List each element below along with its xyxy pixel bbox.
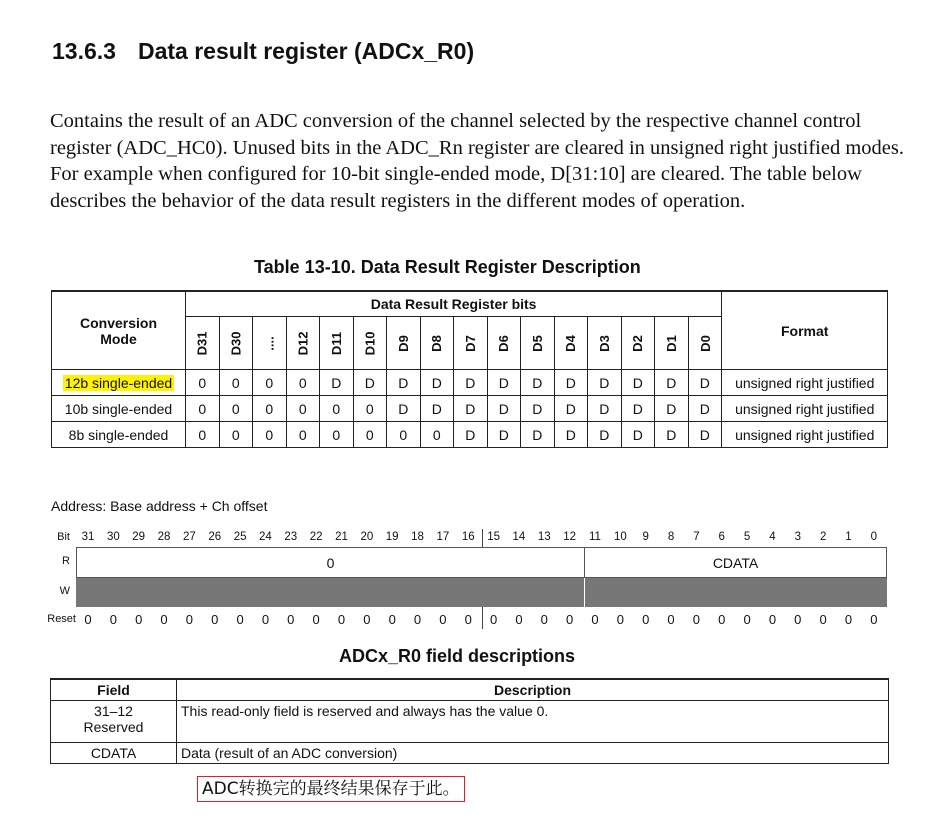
reserved-write-field bbox=[76, 578, 584, 607]
header-field: Field bbox=[51, 679, 177, 701]
header-format: Format bbox=[722, 291, 888, 370]
bit-value-cell: D bbox=[521, 370, 555, 396]
section-number: 13.6.3 bbox=[52, 38, 116, 64]
bit-number: 19 bbox=[385, 531, 399, 543]
register-diagram bbox=[0, 527, 934, 632]
reset-value: 0 bbox=[109, 612, 117, 627]
section-title: Data result register (ADCx_R0) bbox=[137, 38, 475, 64]
bit-number: 22 bbox=[309, 531, 323, 543]
reset-value: 0 bbox=[591, 612, 599, 627]
bit-number: 28 bbox=[157, 531, 171, 543]
bit-value-cell: D bbox=[387, 370, 421, 396]
table2-caption: ADCx_R0 field descriptions bbox=[339, 646, 576, 666]
bit-header: D4 bbox=[554, 317, 588, 370]
bit-number: 11 bbox=[589, 531, 601, 543]
bit-number: 5 bbox=[743, 531, 751, 543]
bit-value-cell: 0 bbox=[219, 370, 253, 396]
bit-number: 8 bbox=[667, 531, 675, 543]
bit-value-cell: D bbox=[588, 422, 622, 448]
read-row-label: R bbox=[62, 555, 70, 567]
header-description: Description bbox=[177, 679, 889, 701]
reset-value: 0 bbox=[667, 612, 675, 627]
bit-number: 18 bbox=[411, 531, 424, 543]
bit-value-cell: D bbox=[353, 370, 387, 396]
bit-number: 0 bbox=[870, 531, 878, 543]
cdata-read-field: CDATA bbox=[584, 547, 887, 578]
field-description: Data (result of an ADC conversion) bbox=[177, 743, 889, 764]
bit-value-cell: D bbox=[387, 396, 421, 422]
bit-value-cell: 0 bbox=[353, 422, 387, 448]
bit-value-cell: 0 bbox=[253, 370, 287, 396]
bit-value-cell: 0 bbox=[219, 422, 253, 448]
reset-value: 0 bbox=[236, 612, 244, 627]
header-conversion-mode: Conversion Mode bbox=[52, 291, 186, 370]
format-cell: unsigned right justified bbox=[722, 422, 888, 448]
annotation-note: ADC转换完的最终结果保存于此。 bbox=[197, 776, 465, 802]
reset-value: 0 bbox=[489, 612, 498, 627]
write-row-label: W bbox=[59, 585, 70, 597]
field-name: 31–12 Reserved bbox=[51, 701, 177, 743]
bit-value-cell: 0 bbox=[320, 396, 354, 422]
conversion-mode-cell: 10b single-ended bbox=[52, 396, 186, 422]
bit-value-cell: D bbox=[554, 422, 588, 448]
reset-value: 0 bbox=[540, 612, 548, 627]
bit-number: 14 bbox=[512, 531, 526, 543]
bit-value-cell: 0 bbox=[286, 396, 320, 422]
bit-header: D31 bbox=[186, 317, 220, 370]
reset-row-label: Reset bbox=[47, 613, 76, 625]
bit-header: D6 bbox=[487, 317, 521, 370]
reset-value: 0 bbox=[718, 612, 726, 627]
bit-header: D3 bbox=[588, 317, 622, 370]
reset-value: 0 bbox=[743, 612, 751, 627]
reset-value: 0 bbox=[870, 612, 878, 627]
bit-value-cell: D bbox=[454, 422, 488, 448]
mode-row bbox=[52, 422, 888, 448]
reserved-read-field: 0 bbox=[76, 547, 585, 578]
reset-value: 0 bbox=[768, 612, 777, 627]
bit-number: 27 bbox=[182, 531, 196, 543]
reset-value: 0 bbox=[261, 612, 270, 627]
reset-value: 0 bbox=[566, 612, 574, 627]
bit-value-cell: 0 bbox=[186, 422, 220, 448]
bit-number: 7 bbox=[693, 531, 700, 543]
bit-value-cell: D bbox=[420, 396, 454, 422]
reset-value: 0 bbox=[287, 612, 295, 627]
reset-value: 0 bbox=[211, 612, 219, 627]
bit-value-cell: 0 bbox=[320, 422, 354, 448]
bit-header: D0 bbox=[688, 317, 722, 370]
conversion-mode-cell: 8b single-ended bbox=[52, 422, 186, 448]
bit-value-cell: D bbox=[655, 396, 689, 422]
bit-value-cell: D bbox=[688, 396, 722, 422]
bit-value-cell: D bbox=[655, 370, 689, 396]
bit-header: D12 bbox=[286, 317, 320, 370]
reset-value: 0 bbox=[616, 612, 624, 627]
bit-number: 6 bbox=[718, 531, 725, 543]
field-description: This read-only field is reserved and always has the value 0. bbox=[177, 701, 889, 743]
bit-value-cell: D bbox=[487, 370, 521, 396]
mode-row bbox=[52, 370, 888, 396]
bit-number: 13 bbox=[537, 531, 551, 543]
bit-value-cell: 0 bbox=[353, 396, 387, 422]
field-descriptions-table bbox=[50, 678, 889, 764]
bit-value-cell: 0 bbox=[420, 422, 454, 448]
reset-value: 0 bbox=[439, 612, 447, 627]
bit-header: D10 bbox=[353, 317, 387, 370]
reset-value: 0 bbox=[388, 612, 396, 627]
reset-value: 0 bbox=[794, 612, 802, 627]
bit-number: 3 bbox=[794, 531, 801, 543]
bit-value-cell: 0 bbox=[387, 422, 421, 448]
bit-value-cell: 0 bbox=[186, 396, 220, 422]
address-line: Address: Base address + Ch offset bbox=[51, 498, 268, 514]
bit-number: 25 bbox=[233, 531, 247, 543]
reset-value: 0 bbox=[363, 612, 371, 627]
bit-number: 31 bbox=[81, 531, 95, 543]
reset-value: 0 bbox=[515, 612, 523, 627]
bit-value-cell: 0 bbox=[186, 370, 220, 396]
format-cell: unsigned right justified bbox=[722, 396, 888, 422]
bit-number: 24 bbox=[259, 531, 272, 543]
reset-value: 0 bbox=[337, 612, 346, 627]
bit-value-cell: D bbox=[420, 370, 454, 396]
bit-header: D9 bbox=[387, 317, 421, 370]
format-cell: unsigned right justified bbox=[722, 370, 888, 396]
header-register-bits: Data Result Register bits bbox=[186, 291, 722, 317]
reset-value: 0 bbox=[84, 612, 92, 627]
table1-caption: Table 13-10. Data Result Register Description bbox=[254, 257, 641, 277]
bit-header: D8 bbox=[420, 317, 454, 370]
bit-number: 21 bbox=[335, 531, 348, 543]
field-name: CDATA bbox=[51, 743, 177, 764]
reset-value: 0 bbox=[413, 612, 422, 627]
bit-value-cell: D bbox=[487, 396, 521, 422]
bit-number: 23 bbox=[284, 531, 298, 543]
bit-header: D1 bbox=[655, 317, 689, 370]
reset-value: 0 bbox=[185, 612, 193, 627]
bit-number: 16 bbox=[461, 531, 475, 543]
conversion-mode-cell: 12b single-ended bbox=[52, 370, 186, 396]
bit-number: 15 bbox=[487, 531, 500, 543]
reset-value: 0 bbox=[312, 612, 320, 627]
data-result-register-table bbox=[51, 290, 888, 448]
bit-number: 2 bbox=[819, 531, 827, 543]
bit-value-cell: 0 bbox=[219, 396, 253, 422]
bit-value-cell: D bbox=[655, 422, 689, 448]
bit-number: 20 bbox=[360, 531, 374, 543]
bit-header: D11 bbox=[320, 317, 354, 370]
cdata-write-field bbox=[585, 578, 887, 607]
bit-number: 29 bbox=[132, 531, 146, 543]
bit-value-cell: D bbox=[320, 370, 354, 396]
bit-header: D5 bbox=[521, 317, 555, 370]
bit-header: .... bbox=[253, 317, 287, 370]
bit-row-label: Bit bbox=[57, 531, 70, 543]
reset-value: 0 bbox=[819, 612, 827, 627]
bit-value-cell: 0 bbox=[253, 422, 287, 448]
reset-value: 0 bbox=[464, 612, 472, 627]
bit-value-cell: D bbox=[588, 396, 622, 422]
bit-number: 30 bbox=[106, 531, 120, 543]
bit-value-cell: 0 bbox=[286, 370, 320, 396]
bit-value-cell: D bbox=[554, 370, 588, 396]
bit-value-cell: D bbox=[621, 422, 655, 448]
reset-value: 0 bbox=[844, 612, 853, 627]
write-field-divider bbox=[584, 578, 585, 607]
bit-number: 10 bbox=[613, 531, 627, 543]
bit-header: D7 bbox=[454, 317, 488, 370]
bit-value-cell: 0 bbox=[286, 422, 320, 448]
reset-value: 0 bbox=[692, 612, 700, 627]
bit-number: 4 bbox=[769, 531, 776, 543]
mode-row bbox=[52, 396, 888, 422]
bit-number: 1 bbox=[845, 531, 852, 543]
bit-value-cell: D bbox=[521, 396, 555, 422]
bit-value-cell: D bbox=[688, 422, 722, 448]
bit-header: D30 bbox=[219, 317, 253, 370]
bit-header: D2 bbox=[621, 317, 655, 370]
bit-value-cell: D bbox=[487, 422, 521, 448]
reset-value: 0 bbox=[135, 612, 143, 627]
bit-value-cell: D bbox=[588, 370, 622, 396]
bit-value-cell: D bbox=[621, 370, 655, 396]
bit-value-cell: D bbox=[688, 370, 722, 396]
reset-value: 0 bbox=[160, 612, 168, 627]
bit-value-cell: D bbox=[454, 396, 488, 422]
bit-number: 9 bbox=[642, 531, 649, 543]
bit-value-cell: D bbox=[454, 370, 488, 396]
bit-value-cell: 0 bbox=[253, 396, 287, 422]
intro-paragraph: Contains the result of an ADC conversion of the channel selected by the respective channel control register (ADC_HC0). Unused bits in the ADC_Rn register are cleared in unsigned right justified modes. For example when configured for 10-bit single-ended mode, D[31:10] are cleared. The table below describes the behavior of the data result registers in the different modes of operation. bbox=[50, 110, 905, 212]
bit-number: 12 bbox=[563, 531, 577, 543]
bit-value-cell: D bbox=[521, 422, 555, 448]
section-heading bbox=[52, 38, 474, 65]
bit-value-cell: D bbox=[554, 396, 588, 422]
bit-number: 26 bbox=[208, 531, 222, 543]
bit-number: 17 bbox=[436, 531, 450, 543]
bit-value-cell: D bbox=[621, 396, 655, 422]
reset-value: 0 bbox=[642, 612, 650, 627]
